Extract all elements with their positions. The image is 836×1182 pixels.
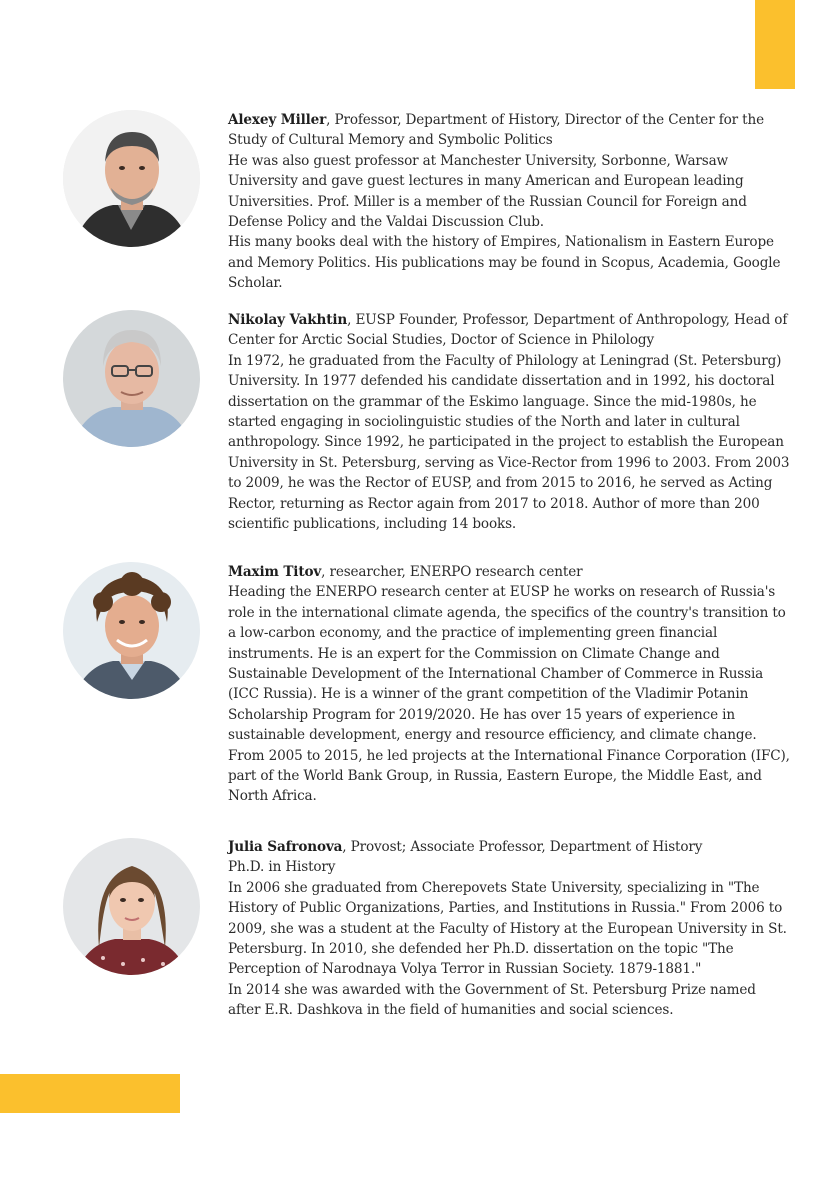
bio-paragraph: In 2006 she graduated from Cherepovets State University, specializing in "The History of Public Organizations, Parties, and Institutions in Russia." From 2006 to 2009, she was a student at the Faculty of History at the European University in St. Petersburg. In 2010, she defended her Ph.D. dissertation on the topic "The Perception of Narodnaya Volya Terror in Russian Society. 1879-1881." bbox=[228, 879, 787, 978]
person-name: Maxim Titov bbox=[228, 564, 322, 580]
portrait-nikolay-vakhtin bbox=[63, 310, 200, 447]
top-accent-bar bbox=[755, 0, 795, 89]
bio-paragraph: His many books deal with the history of Empires, Nationalism in Eastern Europe and Memory Politics. His publications may be found in Scopus, Academia, Google Scholar. bbox=[228, 234, 781, 292]
bio-paragraph: In 2014 she was awarded with the Government of St. Petersburg Prize named after E.R. Dashkova in the field of humanities and social sciences. bbox=[228, 981, 756, 1019]
person-heading bbox=[228, 562, 790, 582]
portrait-julia-safronova bbox=[63, 838, 200, 975]
person-name: Nikolay Vakhtin bbox=[228, 312, 348, 328]
portrait-alexey-miller bbox=[63, 110, 200, 247]
bio-paragraph: He was also guest professor at Manchester University, Sorbonne, Warsaw University and gave guest lectures in many American and European leading Universities. Prof. Miller is a member of the Russian Council for Foreign and Defense Policy and the Valdai Discussion Club. bbox=[228, 152, 747, 231]
bio-paragraph: In 1972, he graduated from the Faculty of Philology at Leningrad (St. Petersburg) University. In 1977 defended his candidate dissertation and in 1992, his doctoral dissertation on the grammar of the Eskimo language. Since the mid-1980s, he started engaging in sociolinguistic studies of the North and later in cultural anthropology. Since 1992, he participated in the project to establish the European University in St. Petersburg, serving as Vice-Rector from 1996 to 2003. From 2003 to 2009, he was the Rector of EUSP, and from 2015 to 2016, he served as Acting Rector, returning as Rector again from 2017 to 2018. Author of more than 200 scientific publications, including 14 books. bbox=[228, 352, 790, 533]
bio-alexey-miller bbox=[228, 110, 790, 294]
person-heading bbox=[228, 837, 790, 857]
person-heading bbox=[228, 110, 790, 151]
bio-maxim-titov bbox=[228, 562, 790, 807]
bio-julia-safronova bbox=[228, 837, 790, 1021]
person-heading bbox=[228, 310, 790, 351]
person-name: Alexey Miller bbox=[228, 112, 327, 128]
person-title: , Professor, Department of History, Director of the Center for the Study of Cultural Memory and Symbolic Politics bbox=[228, 112, 764, 149]
bio-paragraph: Heading the ENERPO research center at EUSP he works on research of Russia's role in the international climate agenda, the specifics of the country's transition to a low-carbon economy, and the practice of implementing green financial instruments. He is an expert for the Commission on Climate Change and Sustainable Development of the International Chamber of Commerce in Russia (ICC Russia). He is a winner of the grant competition of the Vladimir Potanin Scholarship Program for 2019/2020. He has over 15 years of experience in sustainable development, energy and resource efficiency, and climate change. From 2005 to 2015, he led projects at the International Finance Corporation (IFC), part of the World Bank Group, in Russia, Eastern Europe, the Middle East, and North Africa. bbox=[228, 584, 790, 805]
portrait-maxim-titov bbox=[63, 562, 200, 699]
person-degree: Ph.D. in History bbox=[228, 859, 336, 876]
person-title: , researcher, ENERPO research center bbox=[321, 564, 583, 580]
bottom-accent-bar bbox=[0, 1074, 180, 1113]
person-name: Julia Safronova bbox=[228, 839, 343, 855]
person-title: , EUSP Founder, Professor, Department of Anthropology, Head of Center for Arctic Social Studies, Doctor of Science in Philology bbox=[228, 312, 788, 349]
person-title: , Provost; Associate Professor, Department of History bbox=[342, 839, 703, 855]
bio-nikolay-vakhtin bbox=[228, 310, 790, 534]
